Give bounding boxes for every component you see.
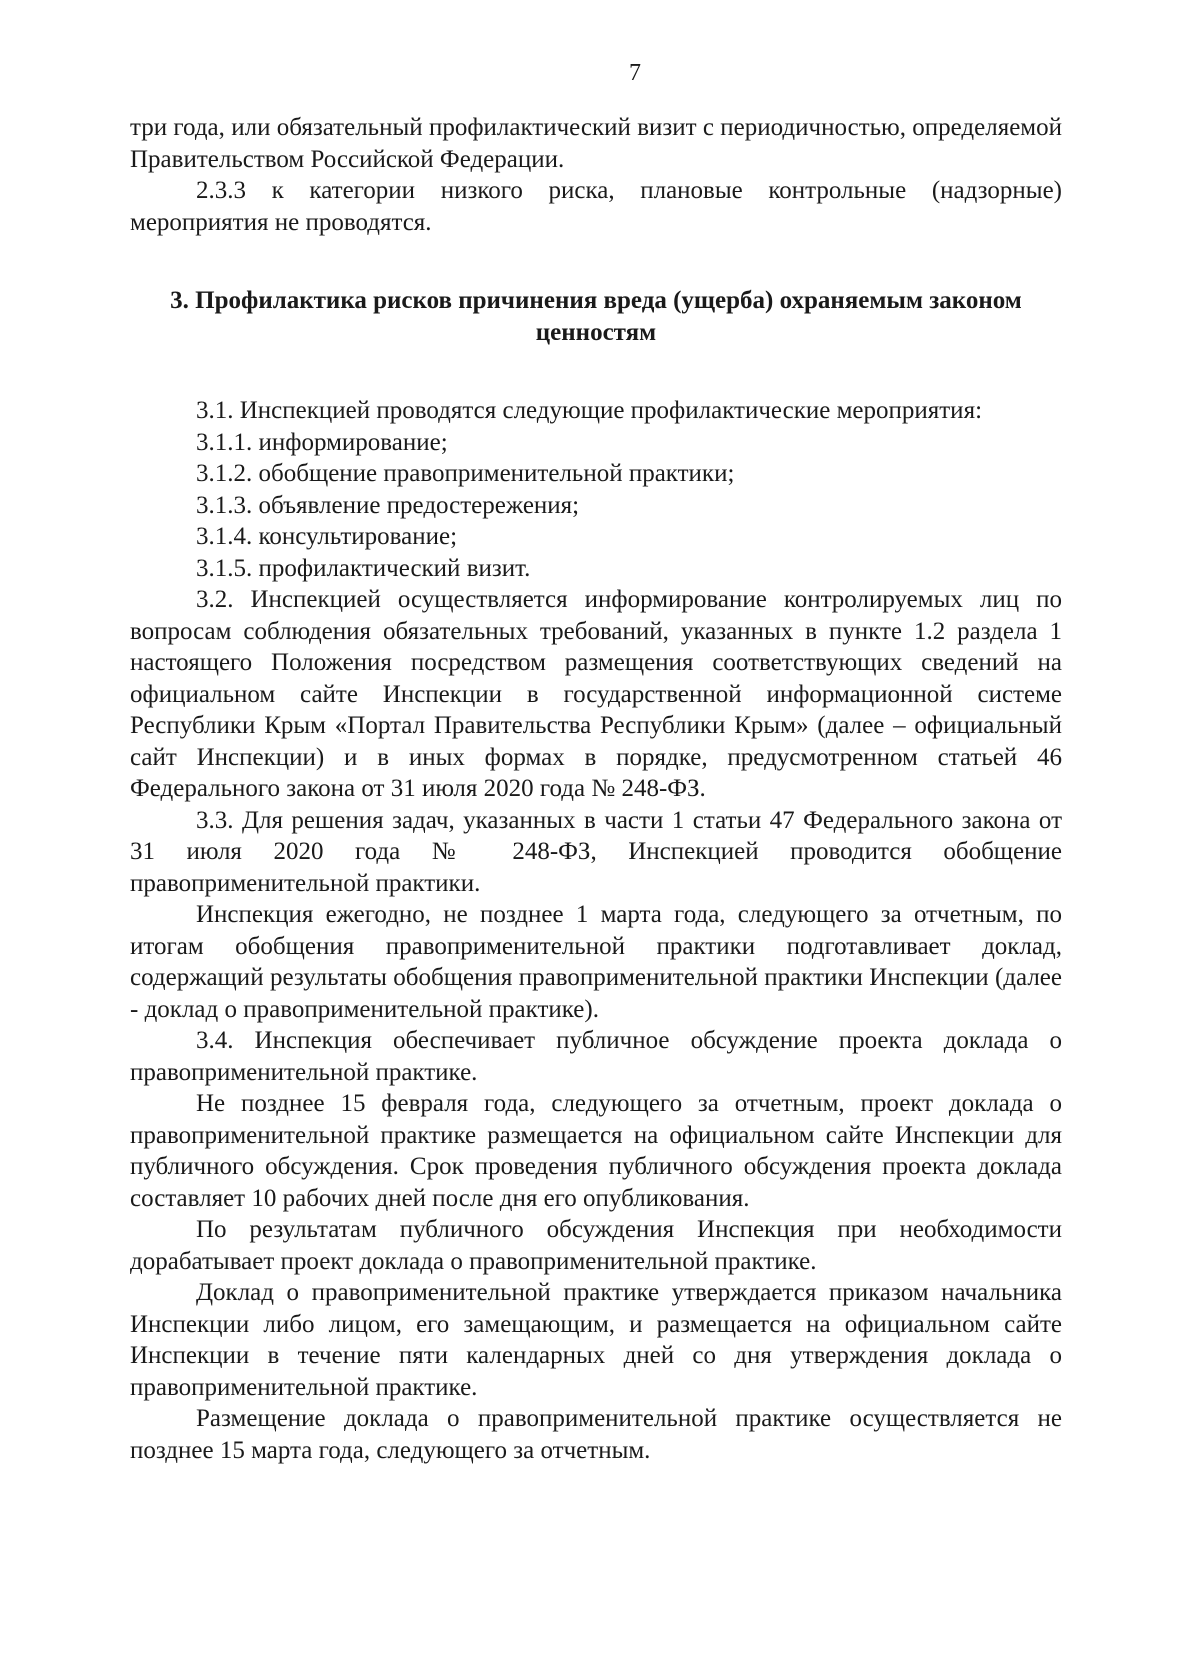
list-item: 3.1.1. информирование; [196, 428, 448, 456]
list-item: 3.1.2. обобщение правоприменительной практики; [196, 460, 735, 487]
paragraph-continued: три года, или обязательный профилактический визит с периодичностью, определяемой Правительством Российской Федерации. [130, 114, 1062, 173]
list-item: 3.1.4. консультирование; [196, 523, 458, 550]
paragraph-report-publication: Размещение доклада о правоприменительной практике осуществляется не позднее 15 марта года, следующего за отчетным. [130, 1405, 1062, 1464]
paragraph-discussion-results: По результатам публичного обсуждения Инспекция при необходимости дорабатывает проект доклада о правоприменительной практике. [130, 1216, 1062, 1275]
paragraph-annual-report: Инспекция ежегодно, не позднее 1 марта года, следующего за отчетным, по итогам обобщения правоприменительной практики подготавливает доклад, содержащий результаты обобщения правоприменительной практики Инспекции (далее - доклад о правоприменительной практике). [130, 901, 1062, 1023]
paragraph-2-3-3: 2.3.3 к категории низкого риска, плановые контрольные (надзорные) мероприятия не проводятся. [130, 177, 1062, 236]
paragraph-3-2: 3.2. Инспекцией осуществляется информирование контролируемых лиц по вопросам соблюдения обязательных требований, указанных в пункте 1.2 раздела 1 настоящего Положения посредством размещения соответствующих сведений на официальном сайте Инспекции в государственной информационной системе Республики Крым «Портал Правительства Республики Крым» (далее – официальный сайт Инспекции) и в иных формах в порядке, предусмотренном статьей 46 Федерального закона от 31 июля 2020 года № 248-ФЗ. [130, 586, 1062, 802]
paragraph-3-4: 3.4. Инспекция обеспечивает публичное обсуждение проекта доклада о правоприменительной практике. [130, 1027, 1062, 1086]
paragraph-3-3: 3.3. Для решения задач, указанных в части 1 статьи 47 Федерального закона от 31 июля 2020 года № 248-ФЗ, Инспекцией проводится обобщение правоприменительной практики. [130, 806, 1062, 897]
measures-list [130, 427, 1062, 585]
paragraph-report-approval: Доклад о правоприменительной практике утверждается приказом начальника Инспекции либо лицом, его замещающим, и размещается на официальном сайте Инспекции в течение пяти календарных дней со дня утверждения доклада о правоприменительной практике. [130, 1279, 1062, 1401]
section-heading: 3. Профилактика рисков причинения вреда (ущерба) охраняемым законом ценностям [170, 287, 1022, 346]
list-item: 3.1.3. объявление предостережения; [196, 491, 580, 519]
page-content [130, 112, 1062, 1466]
paragraph-3-1: 3.1. Инспекцией проводятся следующие профилактические мероприятия: [196, 397, 983, 424]
page-number: 7 [629, 60, 641, 86]
paragraph-draft-deadline: Не позднее 15 февраля года, следующего за отчетным, проект доклада о правоприменительной практике размещается на официальном сайте Инспекции для публичного обсуждения. Срок проведения публичного обсуждения проекта доклада составляет 10 рабочих дней после дня его опубликования. [130, 1090, 1062, 1212]
list-item: 3.1.5. профилактический визит. [196, 554, 531, 582]
